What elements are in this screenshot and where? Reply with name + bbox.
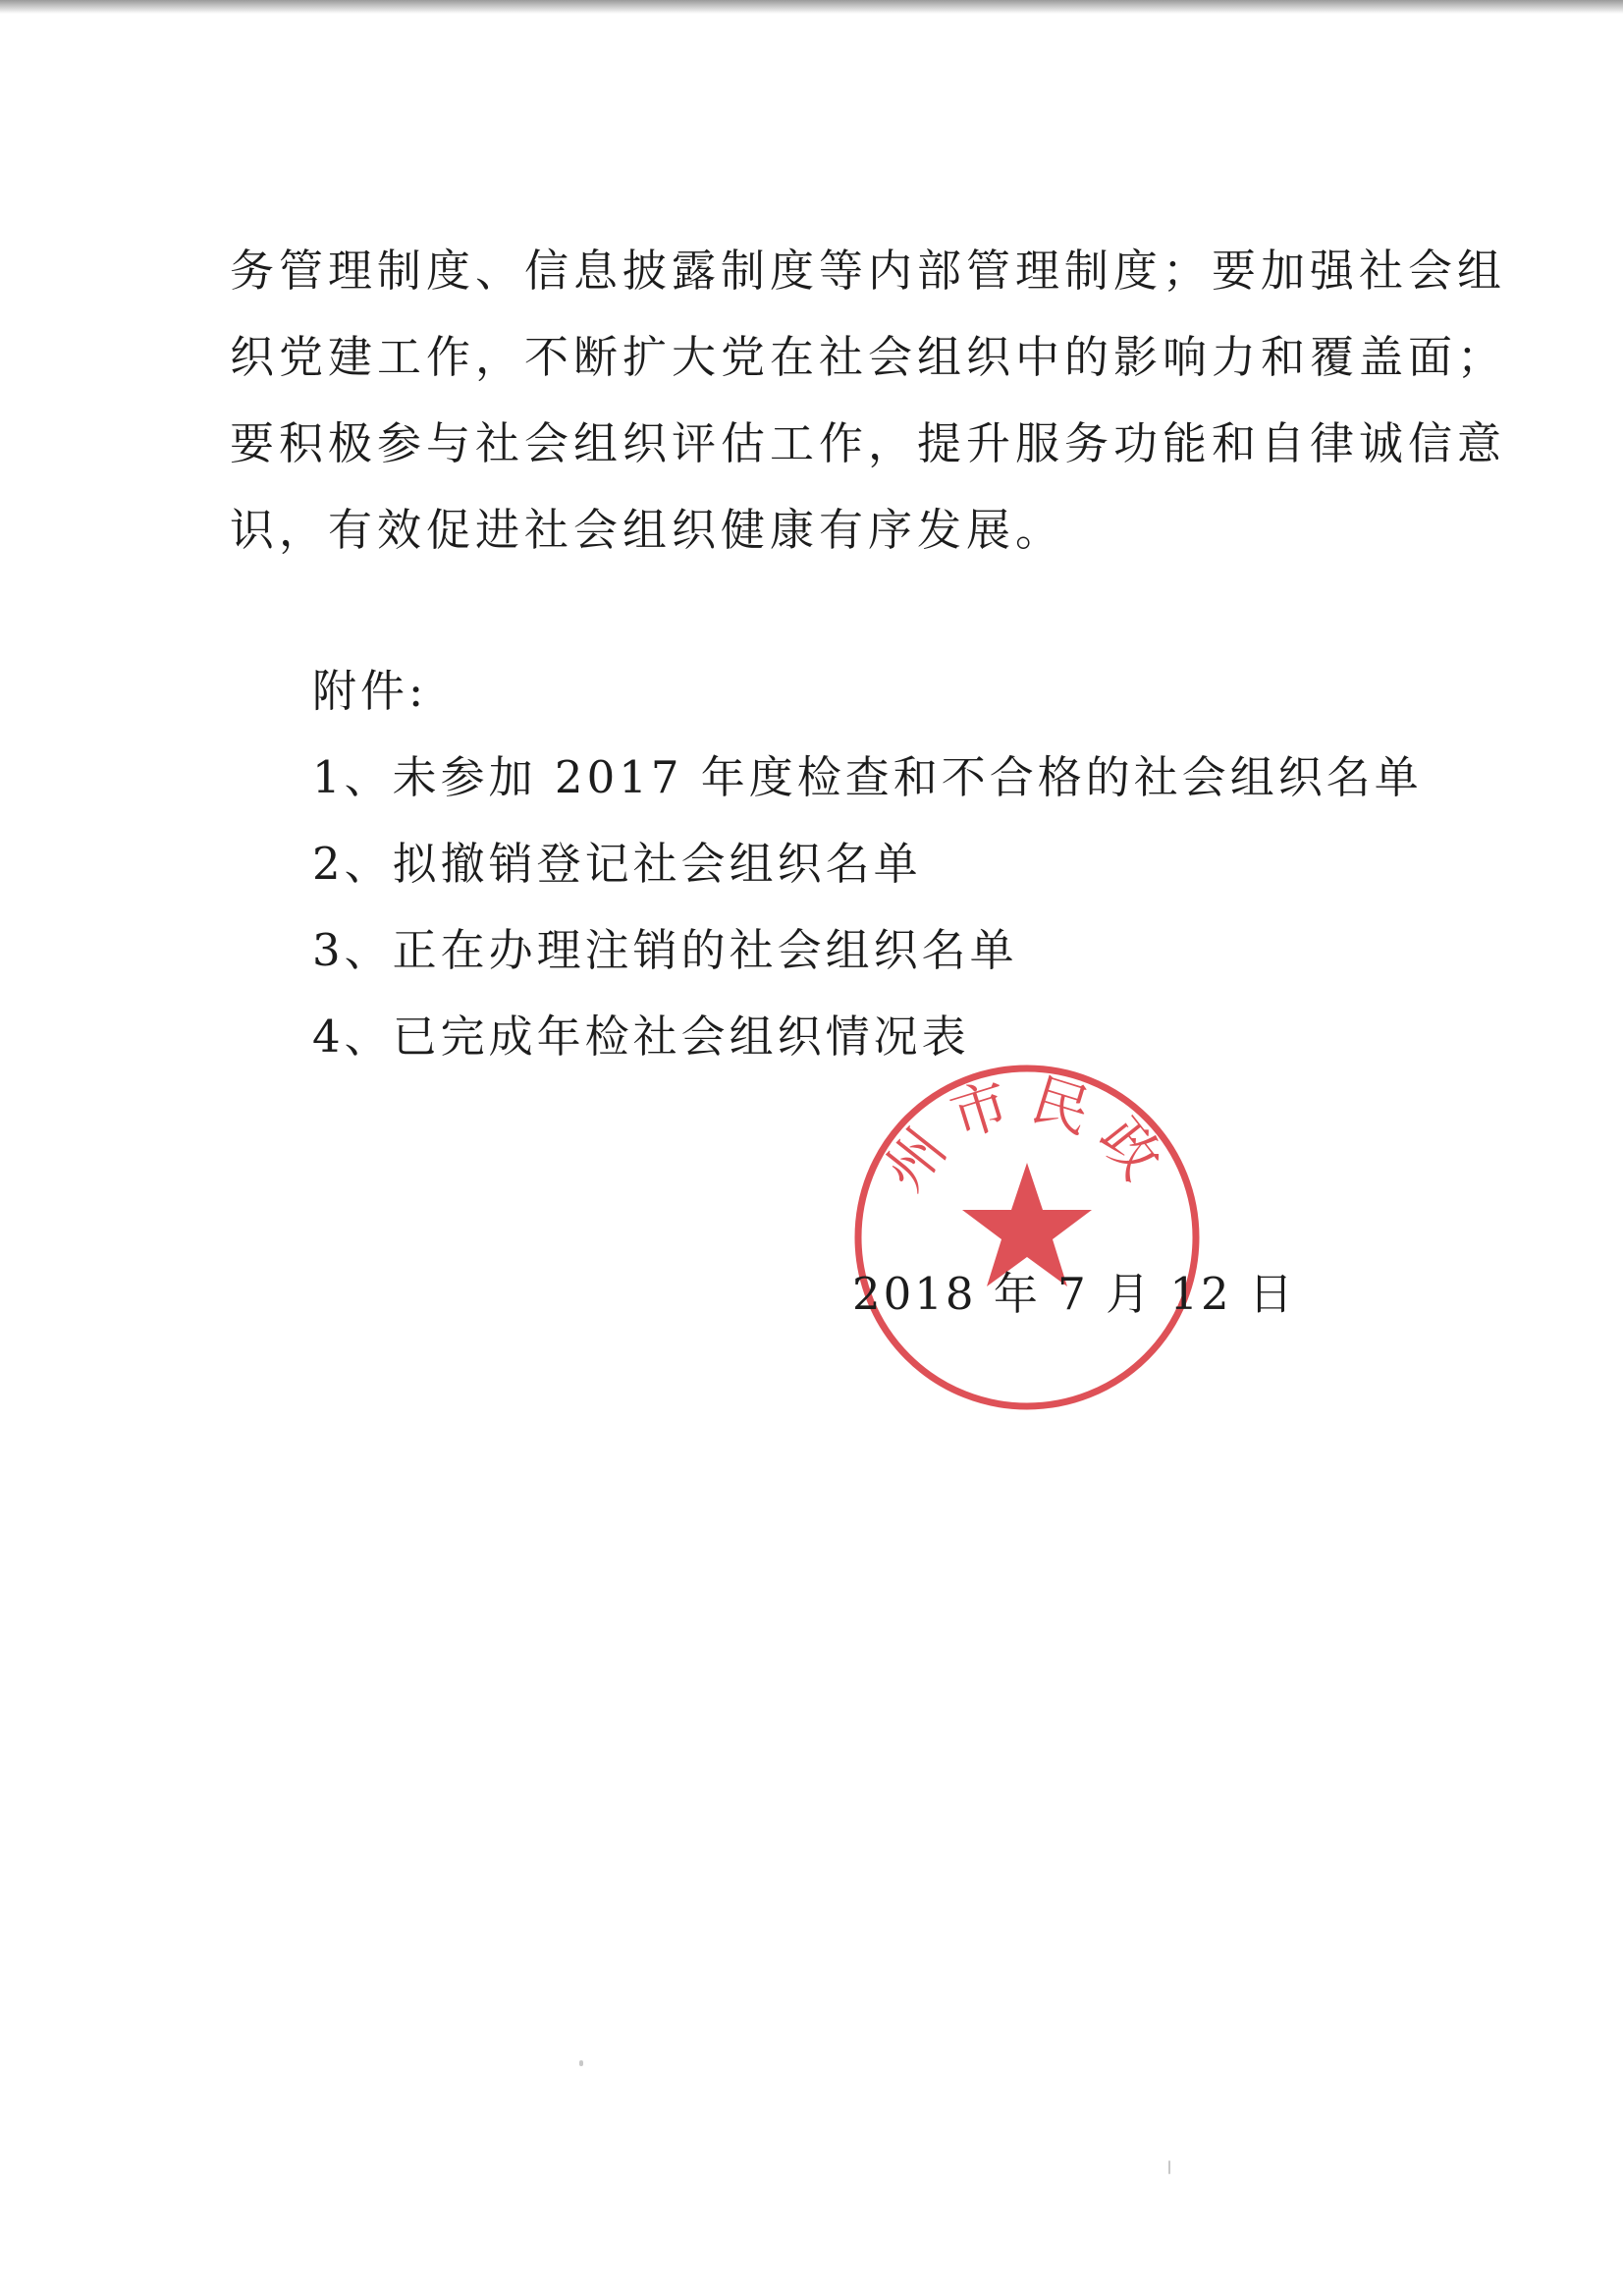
attachments-section (312, 648, 1423, 1080)
paragraph-line: 织党建工作，不断扩大党在社会组织中的影响力和覆盖面； (230, 331, 1507, 383)
document-date: 2018 年 7 月 12 日 (852, 1268, 1296, 1320)
scan-speck (1168, 2160, 1170, 2174)
attachment-item: 4、已完成年检社会组织情况表 (312, 1011, 970, 1063)
attachment-item: 3、正在办理注销的社会组织名单 (312, 924, 1018, 976)
attachment-item: 2、拟撤销登记社会组织名单 (312, 838, 922, 890)
scan-top-edge (0, 0, 1623, 14)
seal-text-path: 州市民政 (871, 1066, 1183, 1203)
attachment-item: 1、未参加 2017 年度检查和不合格的社会组织名单 (312, 751, 1423, 803)
official-seal (850, 1061, 1204, 1414)
attachments-heading: 附件: (312, 665, 428, 717)
paragraph-line: 要积极参与社会组织评估工作，提升服务功能和自律诚信意 (230, 417, 1507, 469)
paragraph-line: 识，有效促进社会组织健康有序发展。 (230, 504, 1065, 556)
body-paragraph (230, 228, 1507, 574)
scan-speck (579, 2060, 583, 2066)
paragraph-line: 务管理制度、信息披露制度等内部管理制度；要加强社会组 (230, 245, 1507, 297)
